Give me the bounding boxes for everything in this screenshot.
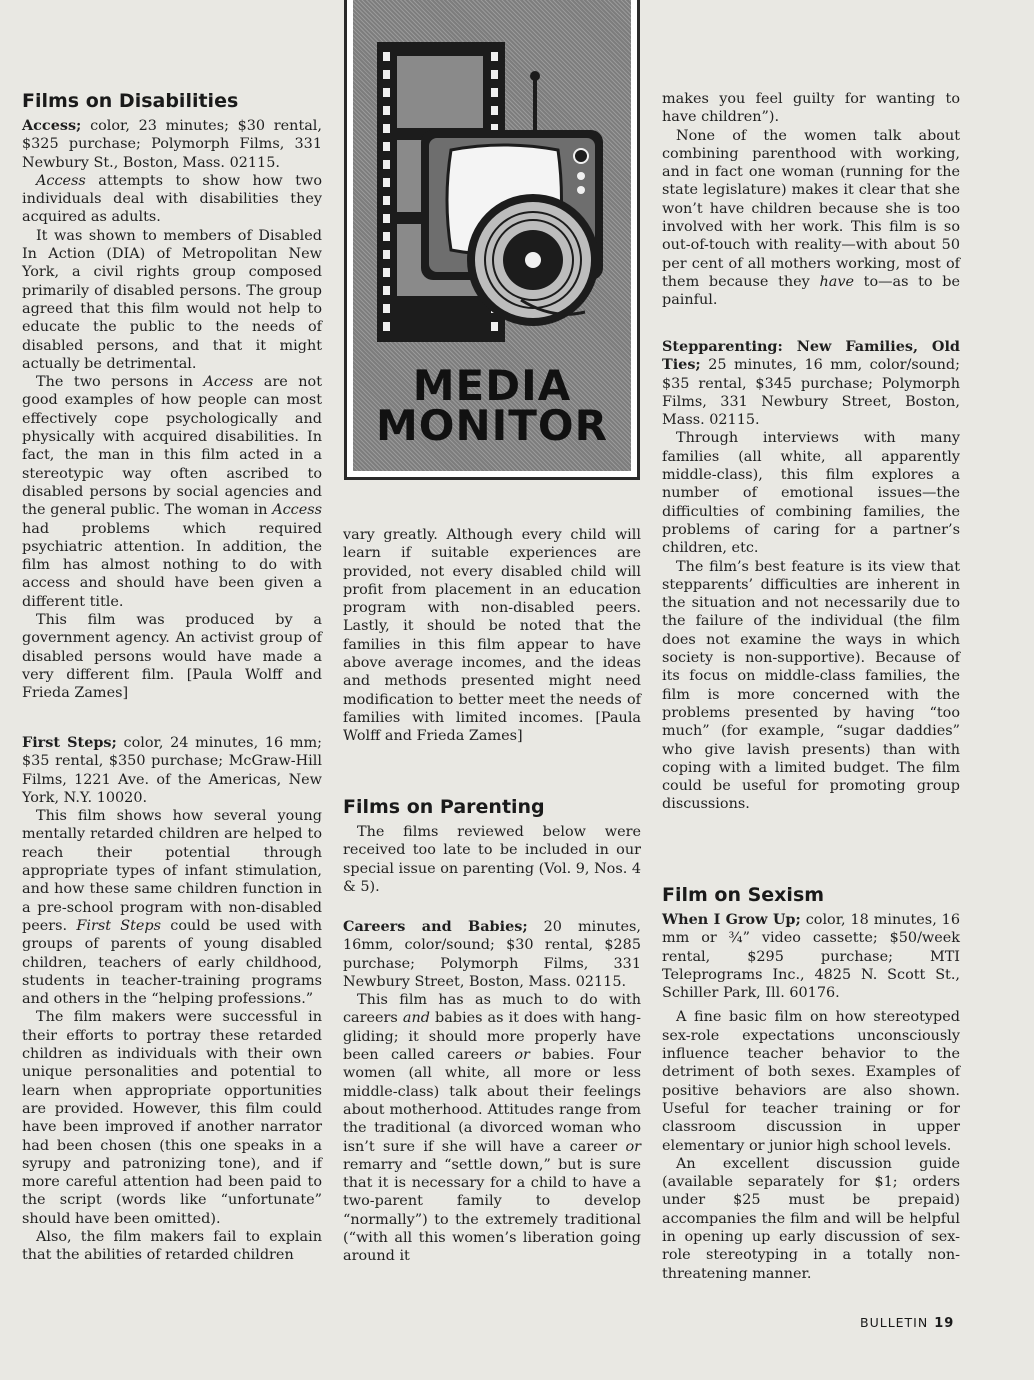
access-paragraph-4: This film was produced by a government agency. An activist group of disabled persons would have made a very different film. [Paula Wolff and Frieda Zames] (22, 612, 322, 702)
careers-citation: Careers and Babies; 20 minutes, 16mm, color/sound; $30 rental, $285 purchase; Polymorph Films, 331 Newbury Street, Boston, Mass. 02115. (343, 918, 641, 990)
access-paragraph-2: It was shown to members of Disabled In Action (DIA) of Metropolitan New York, a civil rights group composed primarily of disabled persons. The group agreed that this film would not help to educate the public to the needs of disabled persons, and that it might actually be detrimental. (22, 227, 322, 372)
media-monitor-title: MEDIA MONITOR (376, 361, 608, 450)
stepparenting-paragraph-2: The film’s best feature is its view that stepparents’ difficulties are inherent in the situation and not necessarily due to the failure of the individual (the film does not examine the ways in which society is non-supportive). Because of its focus on middle-class families, the film is more concerned with the problems presented by having “too much” (for example, “sugar daddies” who give lavish presents) than with coping with a limited budget. The film could be useful for promoting group discussions. (662, 558, 960, 813)
first-steps-citation: First Steps; color, 24 minutes, 16 mm; $35 rental, $350 purchase; McGraw-Hill Films, 1221 Ave. of the Americas, New York, N.Y. 10020. (22, 734, 322, 806)
stepparenting-title: Stepparenting: New Families, Old Ties; (662, 338, 960, 374)
footer-bulletin-label: BULLETIN (860, 1315, 929, 1330)
grow-up-citation: When I Grow Up; color, 18 minutes, 16 mm or ¾” video cassette; $50/week rental, $295 purchase; MTI Teleprograms Inc., 4825 N. Scott St., Schiller Park, Ill. 60176. (662, 911, 960, 1002)
tv-filmstrip-reel-icon (353, 0, 637, 360)
page-footer (860, 1315, 970, 1331)
first-steps-section (22, 734, 322, 1265)
access-paragraph-1: Access attempts to show how two individuals deal with disabilities they acquired as adults. (22, 172, 322, 226)
heading-films-on-parenting: Films on Parenting (343, 796, 545, 818)
careers-paragraph-1-cont: makes you feel guilty for wanting to have children”). (662, 91, 960, 126)
heading-films-on-disabilities: Films on Disabilities (22, 90, 239, 112)
page-number: 19 (934, 1316, 955, 1331)
careers-paragraph-1: This film has as much to do with careers and babies as it does with hang-gliding; it should more properly have been called careers or babies. Four women (all white, all more or less middle-class) talk about their feelings about motherhood. Attitudes range from the traditional (a divorced woman who isn’t sure if she will have a career or remarry and “settle down,” but is sure that it is necessary for a child to have a two-parent family to develop “normally”) to the extremely traditional (“with all this women’s liberation going around it (343, 992, 642, 1265)
stepparenting-paragraph-1: Through interviews with many families (all white, all apparently middle-class), this film explores a number of emotional issues—the difficulties of combining families, the problems of caring for a partner’s children, etc. (662, 430, 960, 557)
first-steps-paragraph-2: The film makers were successful in their efforts to portray these retarded children as individuals with their own unique personalities and potential to learn when appropriate opportunities are provided. However, this film could have been improved if another narrator had been chosen (this one speaks in a syrupy and patronizing tone), and if more careful attention had been paid to the script (words like “unfortunate” should have been omitted). (22, 1009, 322, 1227)
parenting-section (343, 796, 641, 896)
stepparenting-citation: Stepparenting: New Families, Old Ties; 25 minutes, 16 mm, color/sound; $35 rental, $345 purchase; Polymorph Films, 331 Newbury Street, Boston, Mass. 02115. (662, 338, 960, 429)
first-steps-paragraph-3-cont: vary greatly. Although every child will learn if suitable experiences are provided, not every disabled child will profit from placement in an education program with non-disabled peers. Lastly, it should be noted that the families in this film appear to have above average incomes, and the ideas and methods presented might need modification to better meet the needs of families with limited incomes. [Paula Wolff and Frieda Zames] (343, 527, 641, 745)
media-monitor-logo (344, 0, 640, 480)
access-title: Access; (22, 117, 82, 134)
access-paragraph-3: The two persons in Access are not good examples of how people can most effectively cope psychologically and physically with acquired disabilities. In fact, the man in this film acted in a stereotypic way often ascribed to disabled persons by social agencies and the general public. The woman in Access had problems which required psychiatric attention. In addition, the film has almost nothing to do with access and should have been given a different title. (22, 374, 322, 610)
stepparenting-section (662, 338, 960, 814)
careers-babies-section (343, 918, 641, 1266)
careers-continuation (662, 90, 960, 310)
first-steps-title: First Steps; (22, 734, 117, 751)
disabilities-section (22, 90, 322, 703)
grow-up-title: When I Grow Up; (662, 911, 801, 928)
first-steps-continuation (343, 526, 641, 746)
access-citation: Access; color, 23 minutes; $30 rental, $325 purchase; Polymorph Films, 331 Newbury St., Boston, Mass. 02115. (22, 117, 322, 171)
careers-title: Careers and Babies; (343, 918, 528, 935)
heading-film-on-sexism: Film on Sexism (662, 884, 825, 906)
careers-paragraph-2: None of the women talk about combining parenthood with working, and in fact one woman (running for the state legislature) makes it clear that she won’t have children because she is too involved with her work. This film is so out-of-touch with reality—with about 50 per cent of all mothers working, most of them because they have to—as to be painful. (662, 127, 960, 309)
grow-up-paragraph-2: An excellent discussion guide (available separately for $1; orders under $25 must be prepaid) accompanies the film and will be helpful in opening up early discussion of sex-role stereotyping in a totally non-threatening manner. (662, 1155, 960, 1282)
grow-up-paragraph-1: A fine basic film on how stereotyped sex-role expectations unconsciously influence teacher behavior to the detriment of both sexes. Examples of positive behaviors are also shown. Useful for teacher training or for classroom discussion in upper elementary or junior high school levels. (662, 1009, 960, 1154)
parenting-intro: The films reviewed below were received too late to be included in our special issue on parenting (Vol. 9, Nos. 4 & 5). (343, 824, 642, 895)
sexism-section (662, 884, 960, 1283)
first-steps-paragraph-3: Also, the film makers fail to explain that the abilities of retarded children (22, 1229, 322, 1264)
first-steps-paragraph-1: This film shows how several young mentally retarded children are helped to reach their potential through appropriate types of infant stimulation, and how these same children function in a pre-school program with non-disabled peers. First Steps could be used with groups of parents of young disabled children, teachers of early childhood, students in teacher-training programs and others in the “helping professions.” (22, 808, 322, 1008)
